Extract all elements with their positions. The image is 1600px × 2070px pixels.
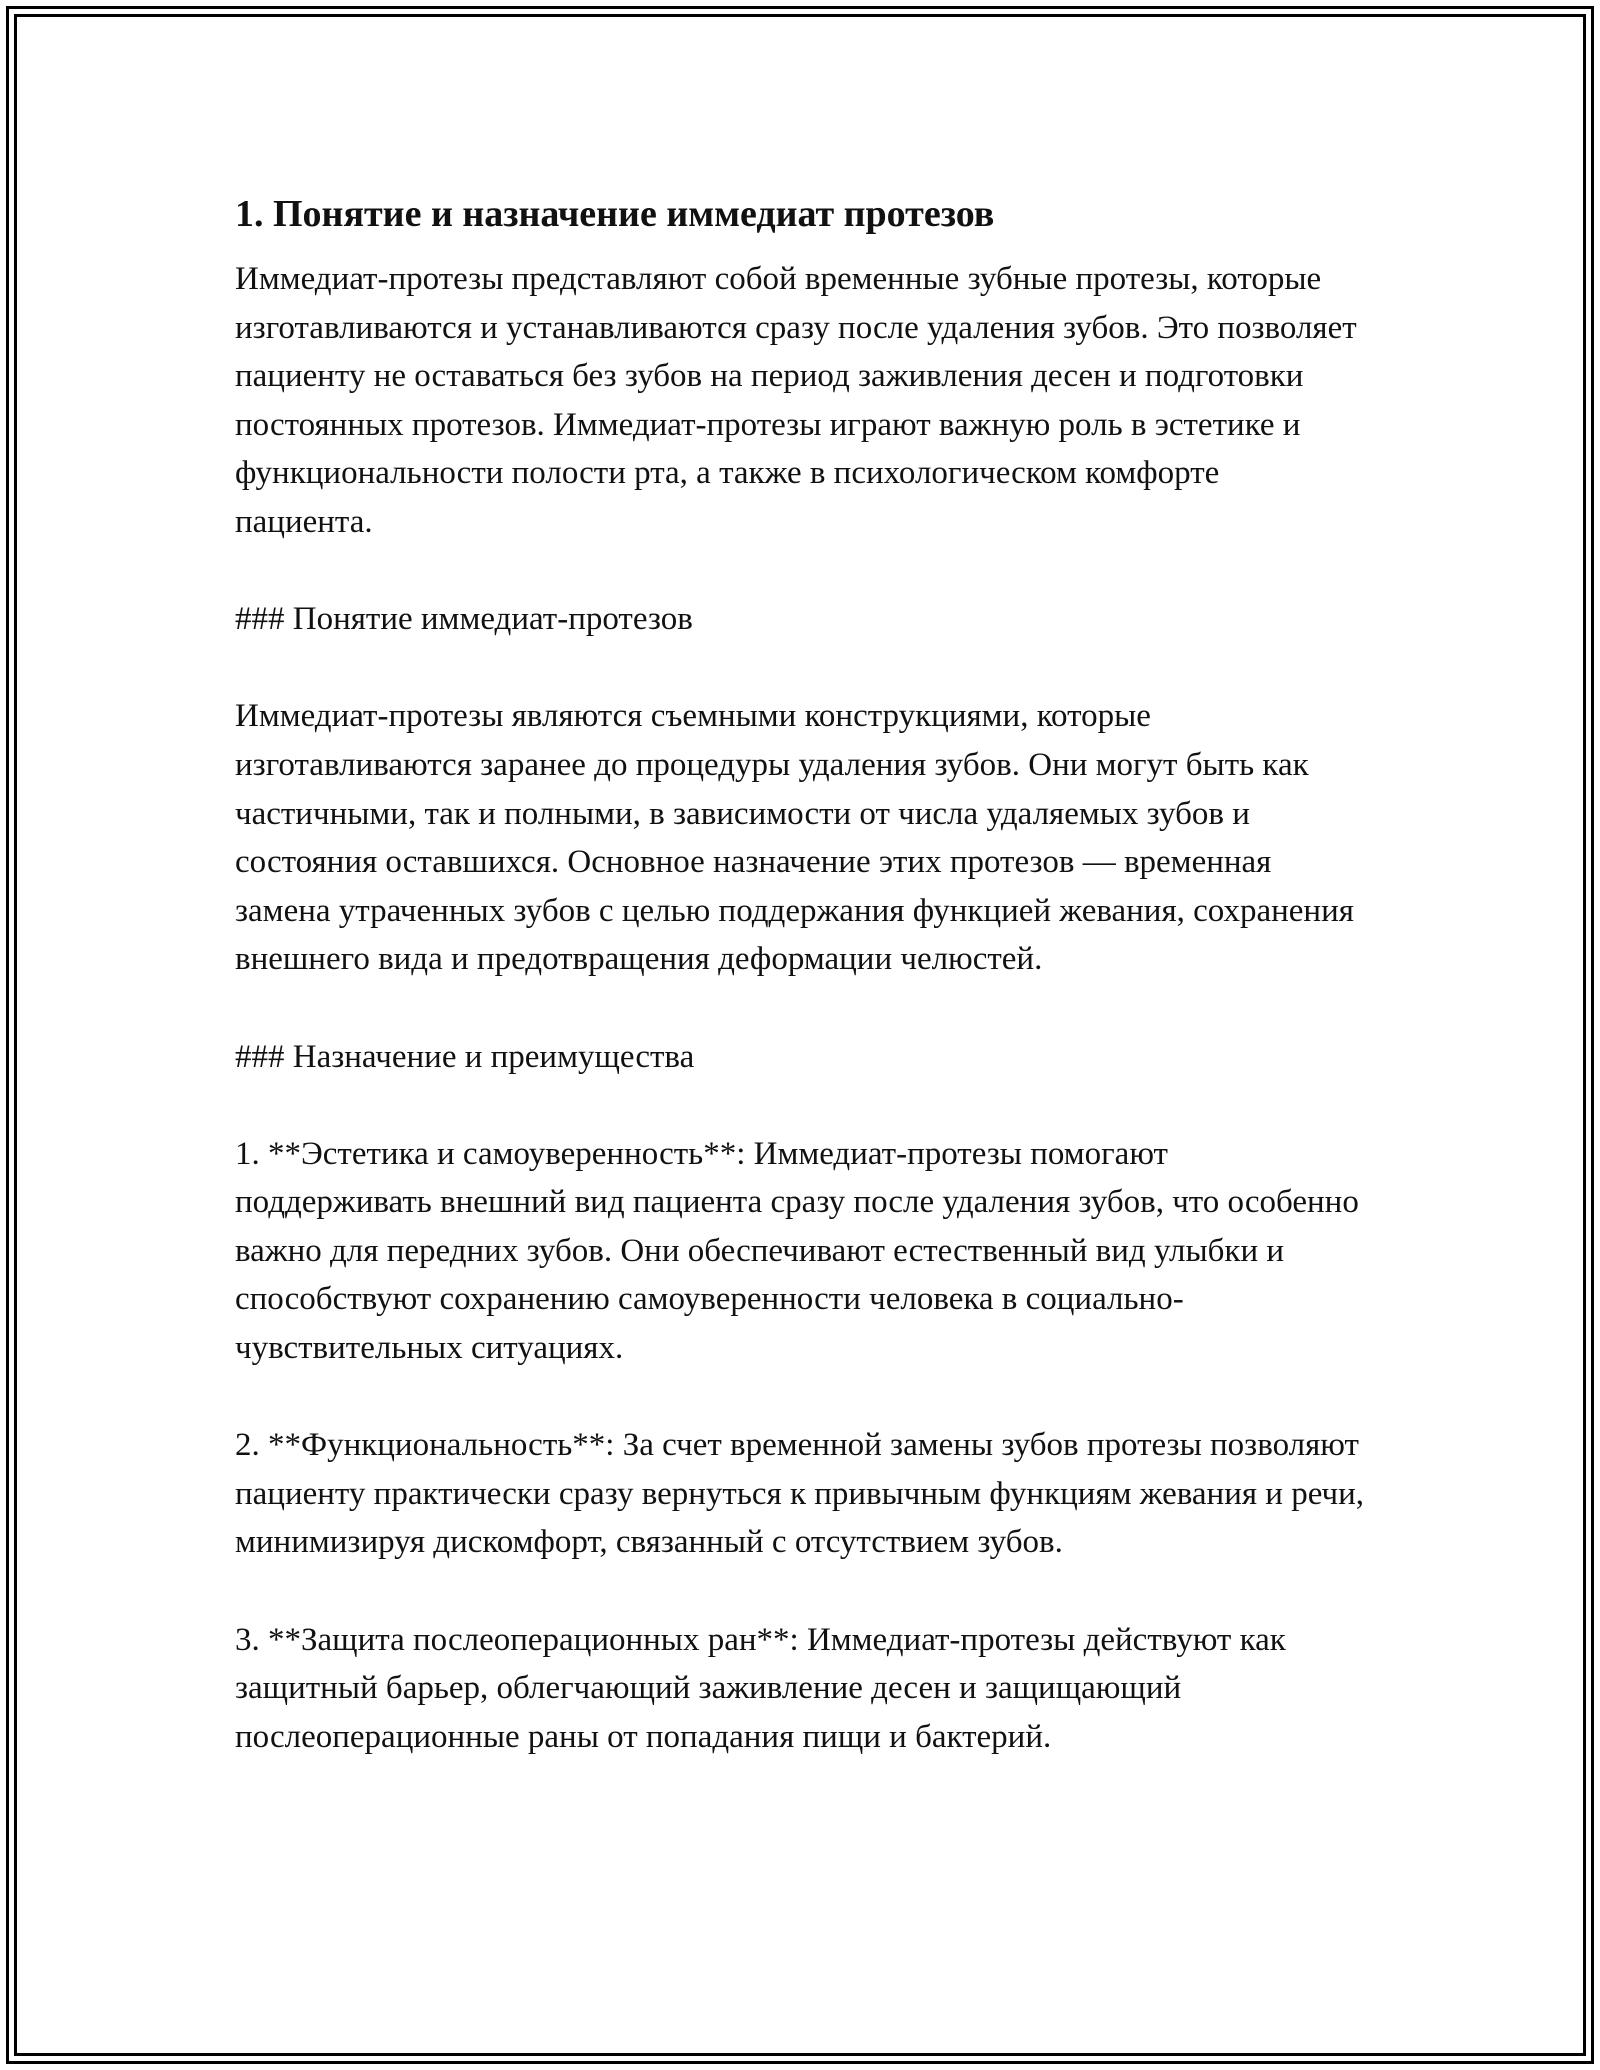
document-title: 1. Понятие и назначение иммедиат протезов [235,193,995,235]
list-item-functionality: 2. **Функциональность**: За счет временной замены зубов протезы позволяют пациенту практически сразу вернуться к привычным функциям жевания и речи, минимизируя дискомфорт, связанный с отсутствием зубов. [235,1427,1365,1561]
paragraph-gap [235,1567,1365,1616]
paragraph-gap [235,547,1365,596]
section-heading-purpose: ### Назначение и преимущества [235,1038,695,1075]
paragraph-gap [235,1373,1365,1422]
concept-paragraph: Иммедиат-протезы являются съемными конструкциями, которые изготавливаются заранее до процедуры удаления зубов. Они могут быть как частичными, так и полными, в зависимости от числа удаляемых зубов и состояния оставшихся. Основное назначение этих протезов — временная замена утраченных зубов с целью поддержания функцией жевания, сохранения внешнего вида и предотвращения деформации челюстей. [235,698,1354,978]
document-body [235,188,1365,1761]
list-item-aesthetics: 1. **Эстетика и самоуверенность**: Иммедиат-протезы помогают поддерживать внешний вид пациента сразу после удаления зубов, что особенно важно для передних зубов. Они обеспечивают естественный вид улыбки и способствуют сохранению самоуверенности человека в социально-чувствительных ситуациях. [235,1135,1359,1367]
section-heading-concept: ### Понятие иммедиат-протезов [235,601,693,638]
paragraph-gap [235,1081,1365,1130]
intro-paragraph: Иммедиат-протезы представляют собой временные зубные протезы, которые изготавливаются и устанавливаются сразу после удаления зубов. Это позволяет пациенту не оставаться без зубов на период заживления десен и подготовки постоянных протезов. Иммедиат-протезы играют важную роль в эстетике и функциональности полости рта, а также в психологическом комфорте пациента. [235,261,1357,540]
paragraph-gap [235,644,1365,693]
list-item-wound-protection: 3. **Защита послеоперационных ран**: Иммедиат-протезы действуют как защитный барьер, облегчающий заживление десен и защищающий послеоперационные раны от попадания пищи и бактерий. [235,1621,1286,1755]
paragraph-gap [235,984,1365,1033]
